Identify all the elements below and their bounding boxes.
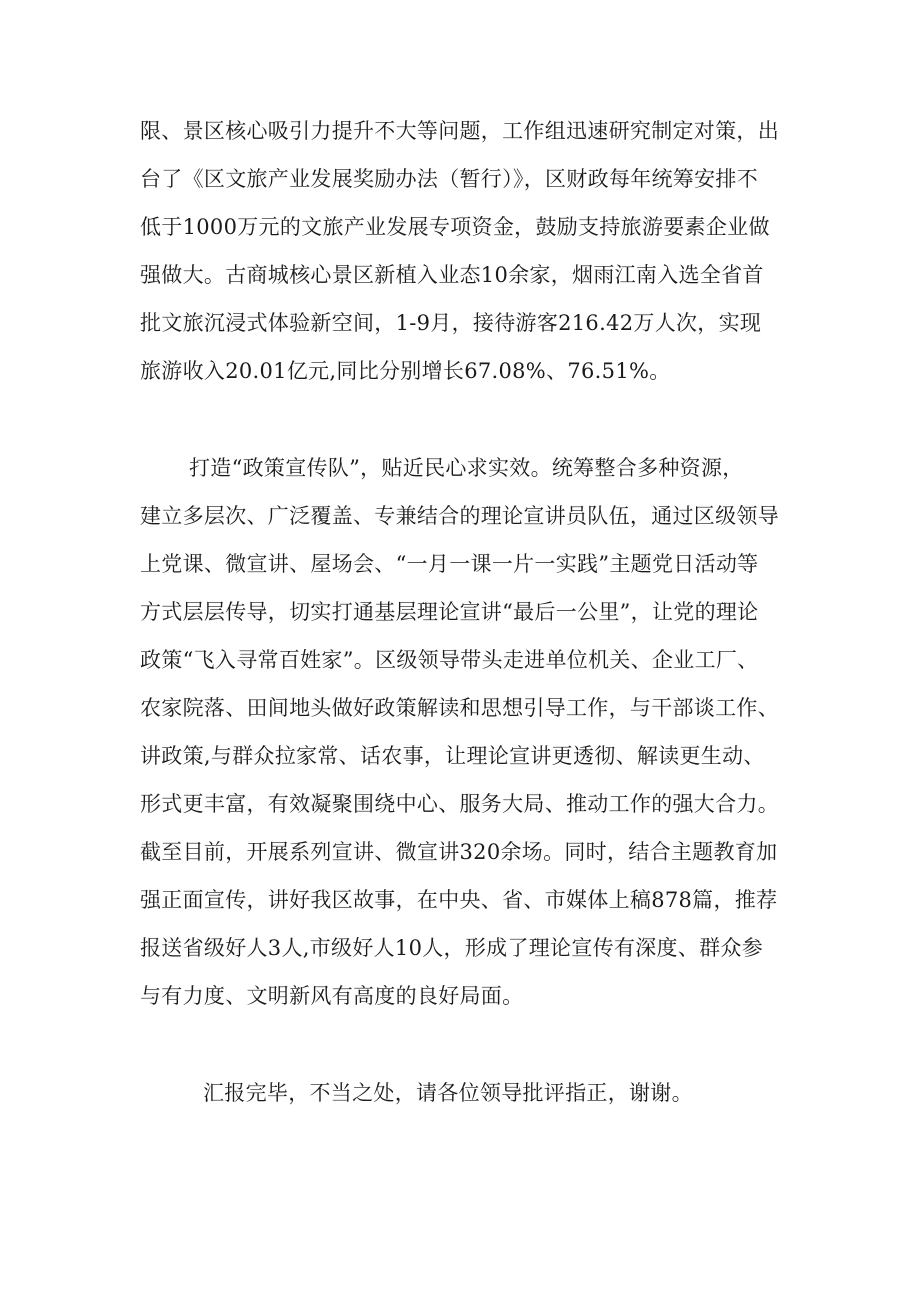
text-line: 报送省级好人3人,市级好人10人，形成了理论宣传有深度、群众参 — [140, 936, 764, 960]
text-line: 强做大。古商城核心景区新植入业态10余家，烟雨江南入选全省首 — [140, 263, 764, 287]
text-line: 低于1000万元的文旅产业发展专项资金，鼓励支持旅游要素企业做 — [140, 215, 770, 239]
text-line: 截至目前，开展系列宣讲、微宣讲320余场。同时，结合主题教育加 — [140, 840, 778, 864]
text-line: 与有力度、文明新风有高度的良好局面。 — [140, 984, 524, 1008]
text-line: 建立多层次、广泛覆盖、专兼结合的理论宣讲员队伍，通过区级领导 — [140, 504, 779, 528]
text-line: 农家院落、田间地头做好政策解读和思想引导工作，与干部谈工作、 — [140, 696, 779, 720]
text-line: 讲政策,与群众拉家常、话农事，让理论宣讲更透彻、解读更生动、 — [140, 744, 765, 768]
text-line: 强正面宣传，讲好我区故事，在中央、省、市媒体上稿878篇，推荐 — [140, 888, 778, 912]
text-line: 限、景区核心吸引力提升不大等问题，工作组迅速研究制定对策，出 — [140, 119, 779, 143]
text-line: 台了《区文旅产业发展奖励办法（暂行）》，区财政每年统筹安排不 — [140, 167, 758, 191]
text-line: 方式层层传导，切实打通基层理论宣讲“最后一公里”，让党的理论 — [140, 600, 759, 624]
closing-remark: 汇报完毕，不当之处，请各位领导批评指正，谢谢。 — [203, 1081, 693, 1105]
text-line: 政策“飞入寻常百姓家”。区级领导带头走进单位机关、企业工厂、 — [140, 648, 759, 672]
text-line: 打造“政策宣传队”，贴近民心求实效。统筹整合多种资源， — [189, 456, 744, 480]
text-line: 形式更丰富，有效凝聚围绕中心、服务大局、推动工作的强大合力。 — [140, 792, 779, 816]
text-line: 上党课、微宣讲、屋场会、“一月一课一片一实践”主题党日活动等 — [140, 552, 759, 576]
text-line: 旅游收入20.01亿元,同比分别增长67.08%、76.51%。 — [140, 359, 671, 383]
text-line: 批文旅沉浸式体验新空间，1-9月，接待游客216.42万人次，实现 — [140, 311, 762, 335]
